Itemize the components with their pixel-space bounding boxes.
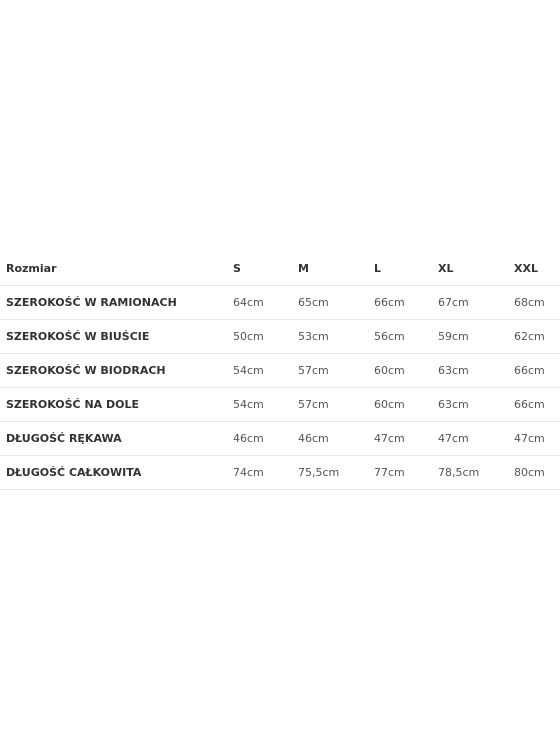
table-cell: 47cm bbox=[514, 432, 545, 445]
table-cell: 74cm bbox=[233, 466, 264, 479]
row-label: DŁUGOŚĆ RĘKAWA bbox=[6, 432, 122, 445]
table-cell: 53cm bbox=[298, 330, 329, 343]
table-cell: 78,5cm bbox=[438, 466, 480, 479]
table-cell: 47cm bbox=[374, 432, 405, 445]
table-row bbox=[0, 354, 560, 388]
table-cell: 66cm bbox=[514, 364, 545, 377]
size-chart-table bbox=[0, 252, 560, 490]
table-cell: 57cm bbox=[298, 364, 329, 377]
table-row bbox=[0, 422, 560, 456]
table-cell: 56cm bbox=[374, 330, 405, 343]
table-row bbox=[0, 388, 560, 422]
table-cell: 57cm bbox=[298, 398, 329, 411]
table-cell: 54cm bbox=[233, 398, 264, 411]
table-cell: 54cm bbox=[233, 364, 264, 377]
table-cell: 68cm bbox=[514, 296, 545, 309]
header-size-m: M bbox=[298, 262, 309, 275]
table-cell: 46cm bbox=[298, 432, 329, 445]
header-size-s: S bbox=[233, 262, 241, 275]
table-header-row bbox=[0, 252, 560, 286]
row-label: SZEROKOŚĆ W RAMIONACH bbox=[6, 296, 177, 309]
table-cell: 64cm bbox=[233, 296, 264, 309]
table-row bbox=[0, 286, 560, 320]
table-cell: 60cm bbox=[374, 364, 405, 377]
table-cell: 66cm bbox=[514, 398, 545, 411]
table-cell: 67cm bbox=[438, 296, 469, 309]
row-label: SZEROKOŚĆ W BIUŚCIE bbox=[6, 330, 150, 343]
row-label: SZEROKOŚĆ W BIODRACH bbox=[6, 364, 166, 377]
header-size-xxl: XXL bbox=[514, 262, 538, 275]
table-cell: 63cm bbox=[438, 398, 469, 411]
table-cell: 77cm bbox=[374, 466, 405, 479]
header-size-l: L bbox=[374, 262, 382, 275]
table-cell: 50cm bbox=[233, 330, 264, 343]
row-label: DŁUGOŚĆ CAŁKOWITA bbox=[6, 466, 142, 479]
table-cell: 47cm bbox=[438, 432, 469, 445]
table-cell: 62cm bbox=[514, 330, 545, 343]
table-cell: 65cm bbox=[298, 296, 329, 309]
table-cell: 63cm bbox=[438, 364, 469, 377]
table-cell: 59cm bbox=[438, 330, 469, 343]
table-row bbox=[0, 456, 560, 490]
header-size-label: Rozmiar bbox=[6, 262, 57, 275]
row-label: SZEROKOŚĆ NA DOLE bbox=[6, 398, 139, 411]
table-cell: 80cm bbox=[514, 466, 545, 479]
table-cell: 66cm bbox=[374, 296, 405, 309]
table-cell: 60cm bbox=[374, 398, 405, 411]
table-row bbox=[0, 320, 560, 354]
header-size-xl: XL bbox=[438, 262, 454, 275]
table-cell: 75,5cm bbox=[298, 466, 340, 479]
table-cell: 46cm bbox=[233, 432, 264, 445]
